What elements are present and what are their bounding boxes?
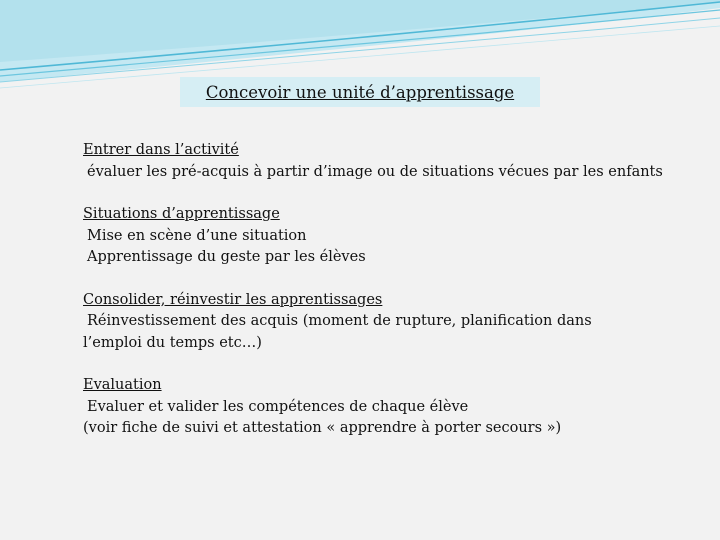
section-heading: Entrer dans l’activité [83,142,239,158]
section-situations [83,204,698,269]
page-title: Concevoir une unité d’apprentissage [205,82,515,102]
section-line: Evaluer et valider les compétences de chaque élève [87,398,469,415]
section-heading: Consolider, réinvestir les apprentissages [83,291,383,308]
section-line: (voir fiche de suivi et attestation « apprendre à porter secours ») [83,420,562,436]
content-body [83,140,698,461]
section-line: Mise en scène d’une situation [87,227,307,244]
section-line: évaluer les pré-acquis à partir d’image ou de situations vécues par les enfants [87,163,663,180]
section-line: Apprentissage du geste par les élèves [87,249,366,265]
wave-fill-light [0,0,720,62]
section-consolider [83,290,698,355]
section-line: Réinvestissement des acquis (moment de rupture, planification dans [87,313,592,329]
section-entrer [83,140,698,183]
title-box [180,77,540,107]
section-heading: Evaluation [83,377,162,393]
section-evaluation [83,375,698,440]
section-heading: Situations d’apprentissage [83,206,280,222]
section-line: l’emploi du temps etc…) [83,334,262,351]
